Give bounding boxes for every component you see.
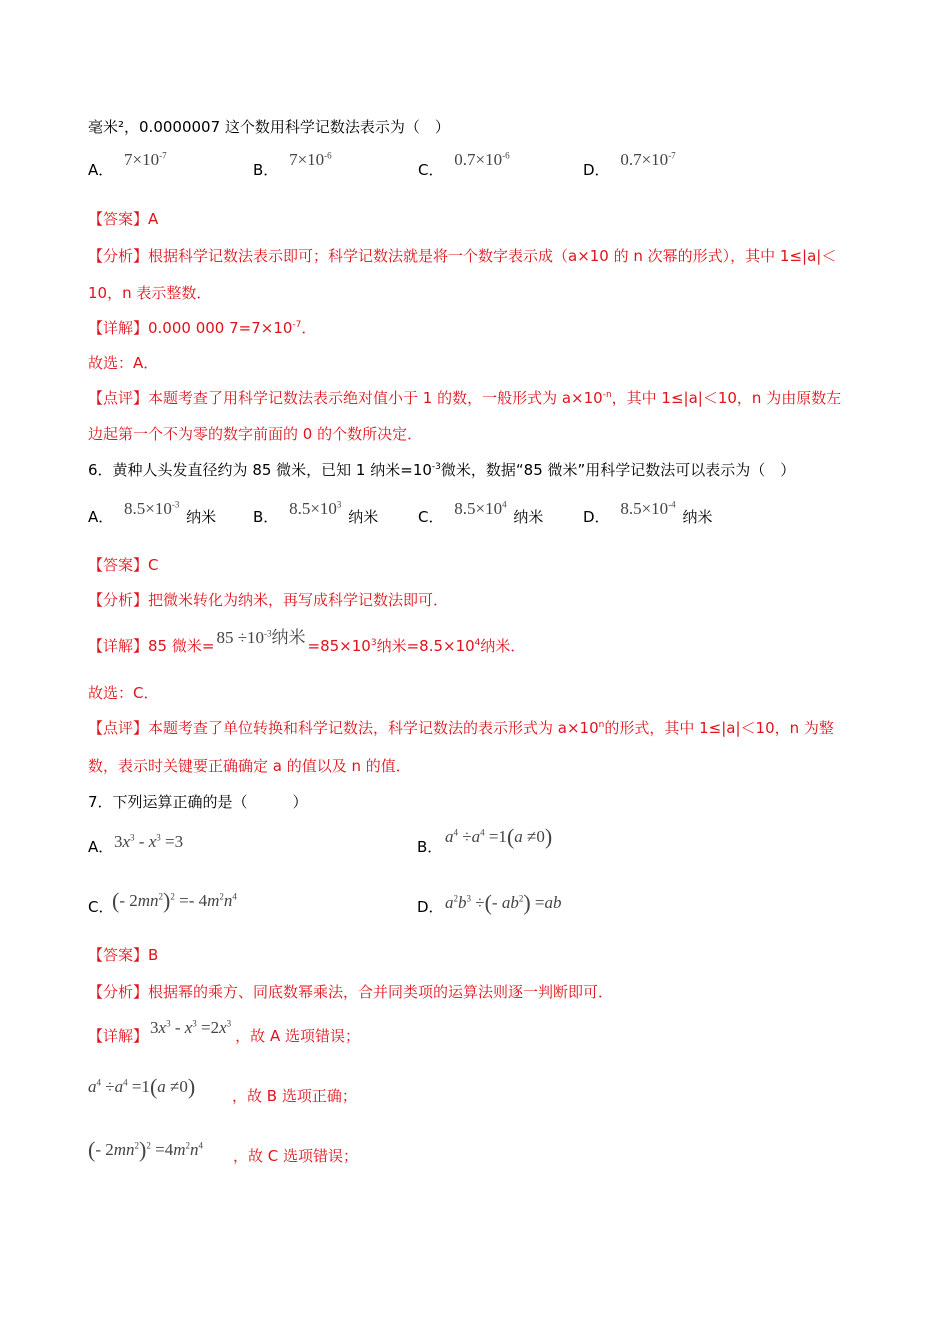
detail-expression: $3x^3 - x^3 =2x^3$ <box>150 1018 232 1037</box>
option-unit: 纳米 <box>186 508 217 526</box>
q5-detail: 【详解】0.000 000 $7=7\times 10^{-7}$． <box>88 319 317 337</box>
option-letter: A． <box>88 161 114 179</box>
q6-detail: 【详解】85 微米= $85 \div 10^{-3}$纳米 $=85\times 10^3$纳米$=8.5\times 10^4$纳米． <box>88 628 526 655</box>
q7-option-c-expression: (- $2mn^2)^2 =- 4m^2n^4$ <box>112 888 237 913</box>
q5-option-d[interactable] <box>583 150 676 180</box>
option-expression: $8.5\times 10^{-4}$ <box>620 499 676 518</box>
option-expression: $0.7\times 10^{-7}$ <box>620 150 676 169</box>
q7-stem: 7．下列运算正确的是（ ） <box>88 793 308 811</box>
q5-comment-line1: 【点评】本题考查了用科学记数法表示绝对值小于 1 的数，一般形式为 $a\times 10^{-n}$，其中 1≤|a|＜10，n 为由原数左 <box>88 389 842 407</box>
q6-option-b[interactable] <box>253 499 379 527</box>
option-expression: $7\times 10^{-6}$ <box>289 150 332 169</box>
option-expression: $8.5\times 10^3$ <box>289 499 342 518</box>
q6-choose: 故选：C． <box>88 684 159 702</box>
option-letter: D． <box>583 161 610 179</box>
q7-detail-line3: ，故 C 选项错误； <box>233 1147 359 1165</box>
q5-option-c[interactable] <box>418 150 510 180</box>
option-expression: $8.5\times 10^4$ <box>454 499 507 518</box>
option-unit: 纳米 <box>513 508 544 526</box>
q7-answer: 【答案】B <box>88 946 159 964</box>
option-letter: A． <box>88 508 114 526</box>
option-letter: B． <box>253 508 279 526</box>
option-unit: 纳米 <box>682 508 713 526</box>
q7-option-b-expression: $a^4 \div a^4 =1(a \ne 0)$ <box>445 824 553 849</box>
q6-option-c[interactable] <box>418 499 544 527</box>
q7-option-a[interactable] <box>88 837 113 857</box>
option-expression: $0.7\times 10^{-6}$ <box>454 150 510 169</box>
q7-option-d-expression: $a^2b^3$ ÷(- $ab^2) =ab$ <box>445 890 562 915</box>
q7-detail3-expression: (- $2mn^2)^2 =4m^2n^4$ <box>88 1137 203 1162</box>
q7-detail-line1: 【详解】 $3x^3 - x^3 =2x^3$，故 A 选项错误； <box>88 1018 360 1045</box>
option-unit: 纳米 <box>348 508 379 526</box>
q5-comment-line2: 边起第一个不为零的数字前面的 0 的个数所决定． <box>88 425 423 443</box>
option-expression: $8.5\times 10^{-3}$ <box>124 499 180 518</box>
option-expression: $7\times 10^{-7}$ <box>124 150 167 169</box>
q6-comment-line1: 【点评】本题考查了单位转换和科学记数法，科学记数法的表示形式为 $a\times 10^n$的形式，其中 1≤|a|＜10，n 为整 <box>88 719 834 737</box>
q7-detail-line2: ，故 B 选项正确； <box>232 1087 357 1105</box>
q7-option-a-expression: $3x^3 - x^3 =3$ <box>114 832 184 851</box>
q5-answer: 【答案】A <box>88 210 159 228</box>
q6-answer: 【答案】C <box>88 556 159 574</box>
option-letter: D． <box>583 508 610 526</box>
q7-option-b[interactable] <box>417 837 442 857</box>
q6-option-d[interactable] <box>583 499 713 527</box>
q5-analysis-line2: 10，n 表示整数． <box>88 284 212 302</box>
option-letter: A． <box>88 838 114 856</box>
q5-choose: 故选：A． <box>88 354 159 372</box>
q5-option-b[interactable] <box>253 150 332 180</box>
q6-comment-line2: 数，表示时关键要正确确定 a 的值以及 n 的值． <box>88 757 411 775</box>
q6-stem: 6．黄种人头发直径约为 85 微米，已知 1 纳米$=10^{-3}$微米，数据“85 微米”用科学记数法可以表示为（ ） <box>88 461 796 479</box>
detail-expression: $85 \div 10^{-3}$纳米 <box>216 628 306 647</box>
q7-detail2-expression: $a^4 \div a^4 =1(a \ne 0)$ <box>88 1074 196 1099</box>
option-letter: B． <box>417 838 443 856</box>
q7-option-d[interactable] <box>417 897 444 917</box>
option-letter: D． <box>417 898 444 916</box>
option-letter: B． <box>253 161 279 179</box>
q7-analysis: 【分析】根据幂的乘方、同底数幂乘法，合并同类项的运算法则逐一判断即可． <box>88 983 614 1001</box>
q5-analysis-line1: 【分析】根据科学记数法表示即可；科学记数法就是将一个数字表示成（a×10 的 n 次幂的形式），其中 1≤|a|＜ <box>88 247 837 265</box>
q5-stem: 毫米²，0.0000007 这个数用科学记数法表示为（ ） <box>88 118 450 136</box>
q5-option-a[interactable] <box>88 150 167 180</box>
option-letter: C． <box>88 898 114 916</box>
option-letter: C． <box>418 508 444 526</box>
q7-option-c[interactable] <box>88 897 113 917</box>
q6-option-a[interactable] <box>88 499 217 527</box>
q6-analysis: 【分析】把微米转化为纳米，再写成科学记数法即可． <box>88 591 449 609</box>
option-letter: C． <box>418 161 444 179</box>
